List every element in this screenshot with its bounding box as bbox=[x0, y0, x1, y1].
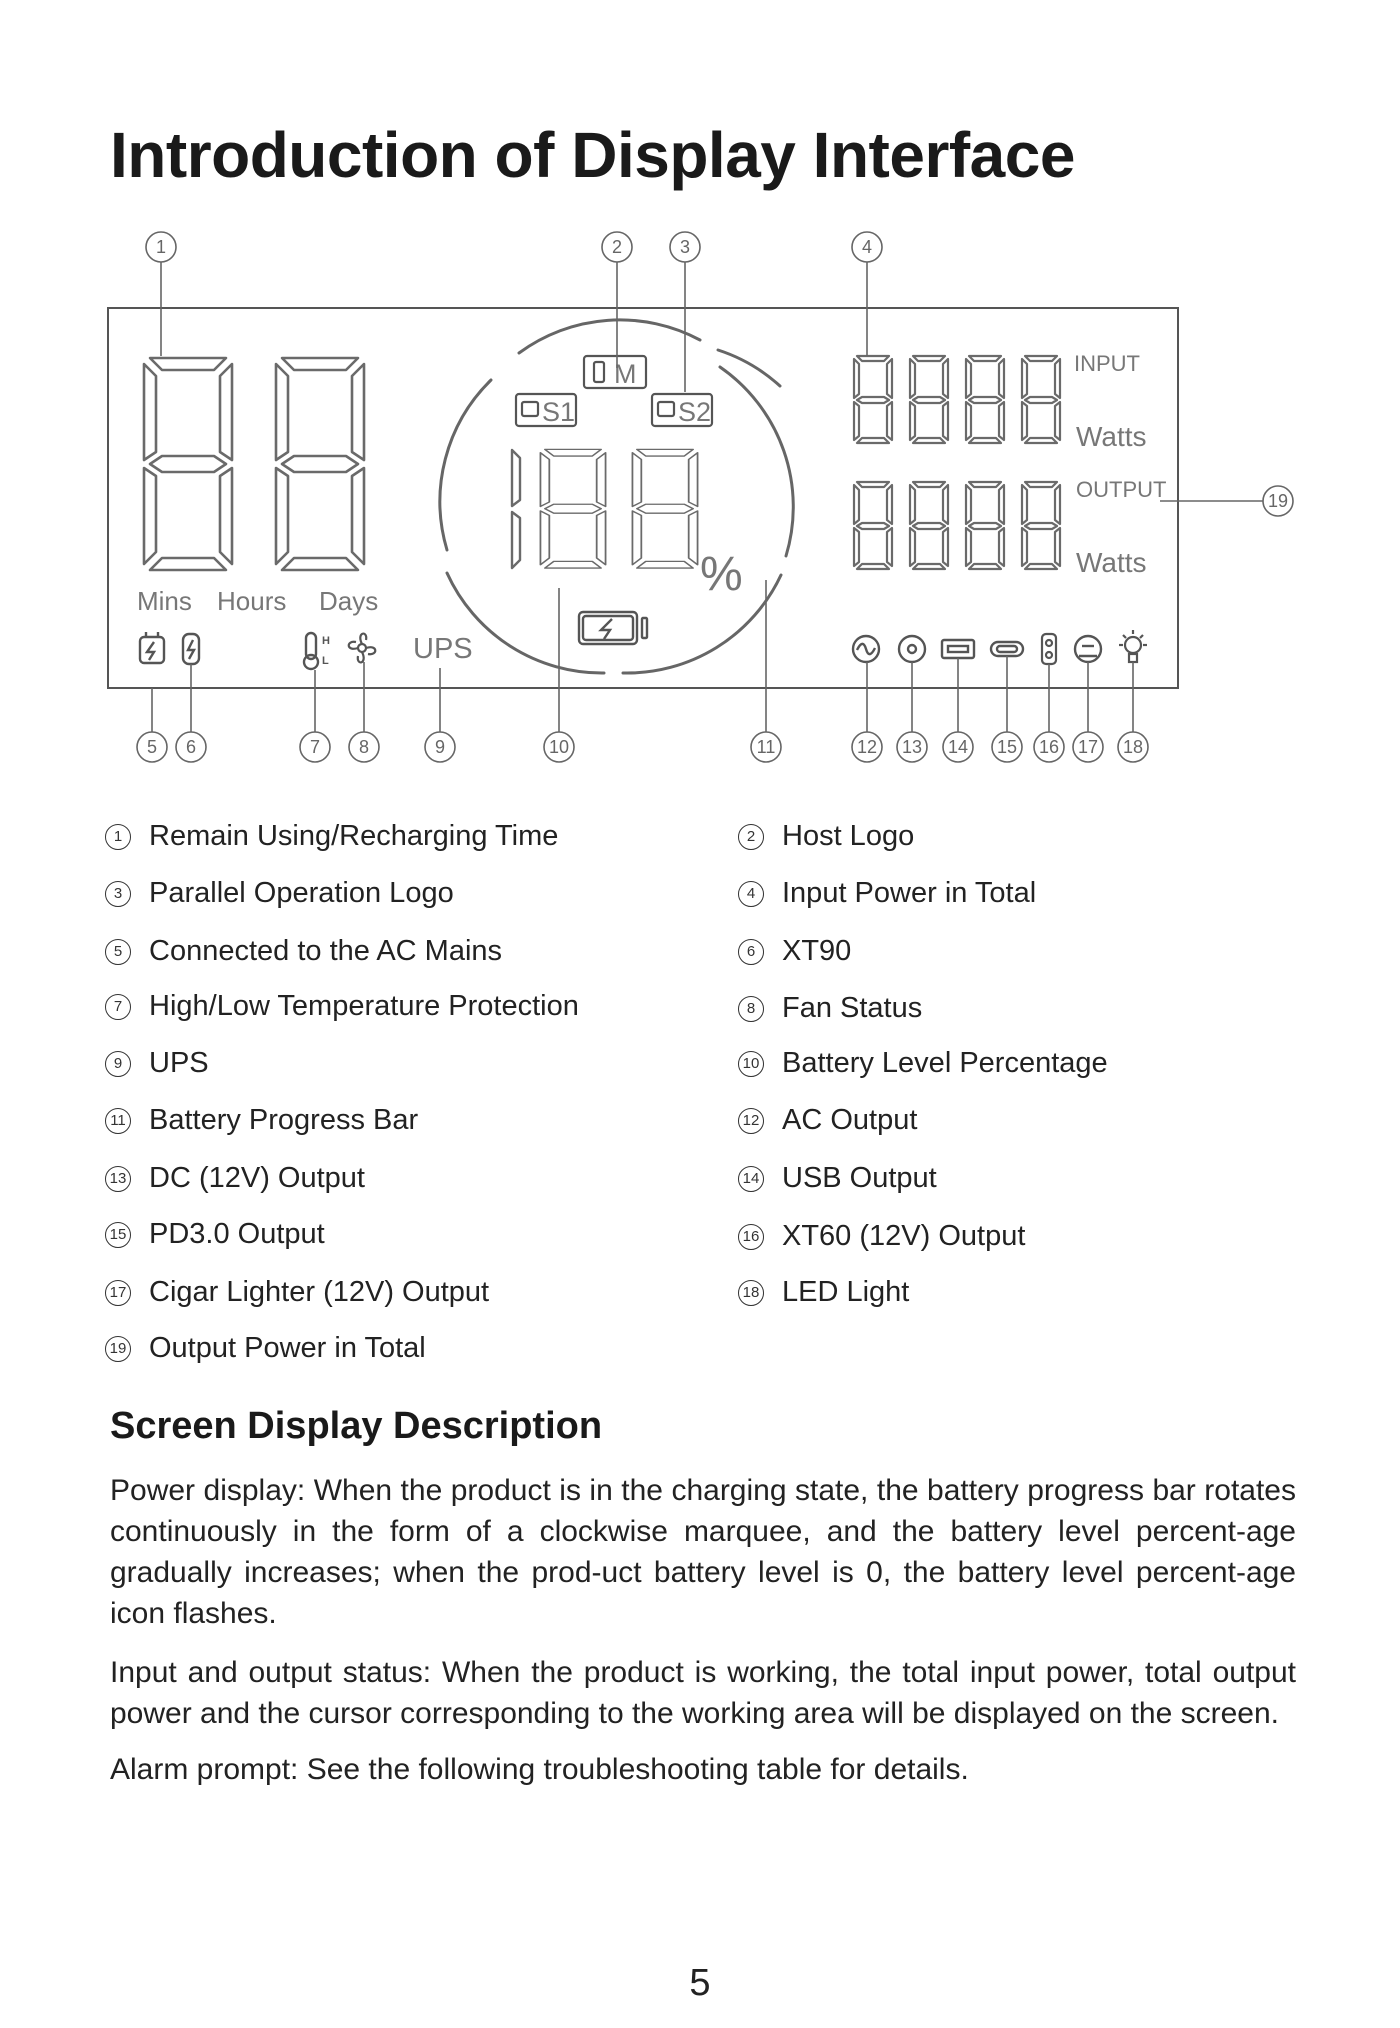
svg-text:4: 4 bbox=[861, 237, 873, 257]
svg-text:2: 2 bbox=[611, 237, 623, 257]
callout-16 bbox=[1034, 732, 1064, 762]
svg-text:12: 12 bbox=[856, 737, 878, 757]
legend-item: 12 AC Output bbox=[738, 1104, 917, 1137]
svg-text:5: 5 bbox=[146, 737, 158, 757]
page-number: 5 bbox=[689, 1962, 711, 2004]
callout-5 bbox=[137, 732, 167, 762]
legend-item: 2 Host Logo bbox=[738, 820, 914, 853]
output-power-digits bbox=[854, 482, 1060, 569]
percent-sign: % bbox=[700, 548, 743, 601]
legend-item: 17 Cigar Lighter (12V) Output bbox=[105, 1276, 489, 1309]
legend-item: 14 USB Output bbox=[738, 1162, 937, 1195]
svg-text:8: 8 bbox=[358, 737, 370, 757]
svg-text:16: 16 bbox=[1038, 737, 1060, 757]
svg-text:7: 7 bbox=[309, 737, 321, 757]
legend-item: 6 XT90 bbox=[738, 935, 851, 968]
page-title: Introduction of Display Interface bbox=[110, 119, 1075, 191]
legend-item: 3 Parallel Operation Logo bbox=[105, 877, 454, 910]
legend-item: 16 XT60 (12V) Output bbox=[738, 1220, 1025, 1253]
legend-item: 15 PD3.0 Output bbox=[105, 1218, 325, 1251]
svg-text:14: 14 bbox=[947, 737, 969, 757]
legend-item: 13 DC (12V) Output bbox=[105, 1162, 365, 1195]
xt60-output-icon bbox=[1042, 634, 1056, 664]
legend-item: 19 Output Power in Total bbox=[105, 1332, 426, 1365]
parallel-s1-label: S1 bbox=[542, 397, 576, 427]
callout-3 bbox=[670, 232, 700, 262]
fan-icon bbox=[349, 634, 376, 663]
charging-battery-icon bbox=[579, 612, 647, 644]
svg-text:3: 3 bbox=[679, 237, 691, 257]
callout-7 bbox=[300, 732, 330, 762]
ac-output-icon bbox=[853, 636, 879, 662]
usb-output-icon bbox=[942, 640, 974, 658]
xt90-icon bbox=[183, 634, 199, 664]
legend-item: 4 Input Power in Total bbox=[738, 877, 1036, 910]
svg-text:13: 13 bbox=[901, 737, 923, 757]
battery-percentage-digits bbox=[512, 449, 698, 568]
input-label: INPUT bbox=[1074, 351, 1140, 376]
callout-6 bbox=[176, 732, 206, 762]
callout-1 bbox=[146, 232, 176, 262]
temp-low-label: L bbox=[322, 655, 329, 667]
ups-label: UPS bbox=[413, 633, 473, 665]
svg-text:9: 9 bbox=[434, 737, 446, 757]
svg-text:1: 1 bbox=[155, 237, 167, 257]
time-unit-mins: Mins bbox=[137, 586, 192, 616]
callout-15 bbox=[992, 732, 1022, 762]
callout-8 bbox=[349, 732, 379, 762]
svg-text:10: 10 bbox=[548, 737, 570, 757]
svg-text:18: 18 bbox=[1122, 737, 1144, 757]
parallel-s2-label: S2 bbox=[678, 397, 712, 427]
callout-14 bbox=[943, 732, 973, 762]
callout-4 bbox=[852, 232, 882, 262]
callout-19 bbox=[1263, 486, 1293, 516]
svg-text:19: 19 bbox=[1267, 491, 1289, 511]
paragraph-alarm-prompt: Alarm prompt: See the following troubleshooting table for details. bbox=[110, 1753, 969, 1786]
paragraph-io-status: Input and output status: When the product is working, the total input power, total output power and the cursor corresponding to the working area will be displayed on the screen. bbox=[110, 1656, 1296, 1730]
svg-text:15: 15 bbox=[996, 737, 1018, 757]
output-watts-label: Watts bbox=[1076, 547, 1147, 578]
legend-item: 18 LED Light bbox=[738, 1276, 909, 1309]
time-unit-hours: Hours bbox=[217, 586, 287, 616]
output-label: OUTPUT bbox=[1076, 477, 1167, 502]
legend-item: 10 Battery Level Percentage bbox=[738, 1047, 1108, 1080]
callout-10 bbox=[544, 732, 574, 762]
svg-text:11: 11 bbox=[756, 737, 776, 757]
legend-item: 5 Connected to the AC Mains bbox=[105, 935, 502, 968]
time-digits bbox=[144, 358, 364, 570]
svg-text:17: 17 bbox=[1077, 737, 1099, 757]
temperature-icon bbox=[304, 633, 318, 669]
legend-item: 9 UPS bbox=[105, 1047, 209, 1080]
legend-item: 1 Remain Using/Recharging Time bbox=[105, 820, 558, 853]
callout-9 bbox=[425, 732, 455, 762]
ac-mains-icon bbox=[140, 632, 164, 663]
callout-11 bbox=[751, 732, 781, 762]
led-light-icon bbox=[1119, 630, 1147, 662]
input-power-digits bbox=[854, 356, 1060, 443]
legend-item: 7 High/Low Temperature Protection bbox=[105, 990, 579, 1023]
pd30-output-icon bbox=[991, 642, 1023, 656]
display-interface-diagram bbox=[0, 220, 1400, 780]
section-title: Screen Display Description bbox=[110, 1405, 603, 1447]
svg-text:6: 6 bbox=[185, 737, 197, 757]
callout-12 bbox=[852, 732, 882, 762]
callout-13 bbox=[897, 732, 927, 762]
legend-item: 11 Battery Progress Bar bbox=[105, 1104, 418, 1137]
paragraph-power-display: Power display: When the product is in the charging state, the battery progress bar rotates continuously in the form of a clockwise marquee, and the battery level percent-age gradually increases; when the prod-uct battery level is 0, the battery level percent-age icon flashes. bbox=[110, 1474, 1296, 1630]
time-unit-days: Days bbox=[319, 586, 379, 616]
callout-17 bbox=[1073, 732, 1103, 762]
host-logo-label: M bbox=[614, 359, 637, 389]
legend-item: 8 Fan Status bbox=[738, 992, 922, 1025]
temp-high-label: H bbox=[322, 635, 330, 647]
input-watts-label: Watts bbox=[1076, 421, 1147, 452]
dc-output-icon bbox=[899, 636, 925, 662]
callout-2 bbox=[602, 232, 632, 262]
cigar-lighter-icon bbox=[1075, 636, 1101, 662]
callout-18 bbox=[1118, 732, 1148, 762]
